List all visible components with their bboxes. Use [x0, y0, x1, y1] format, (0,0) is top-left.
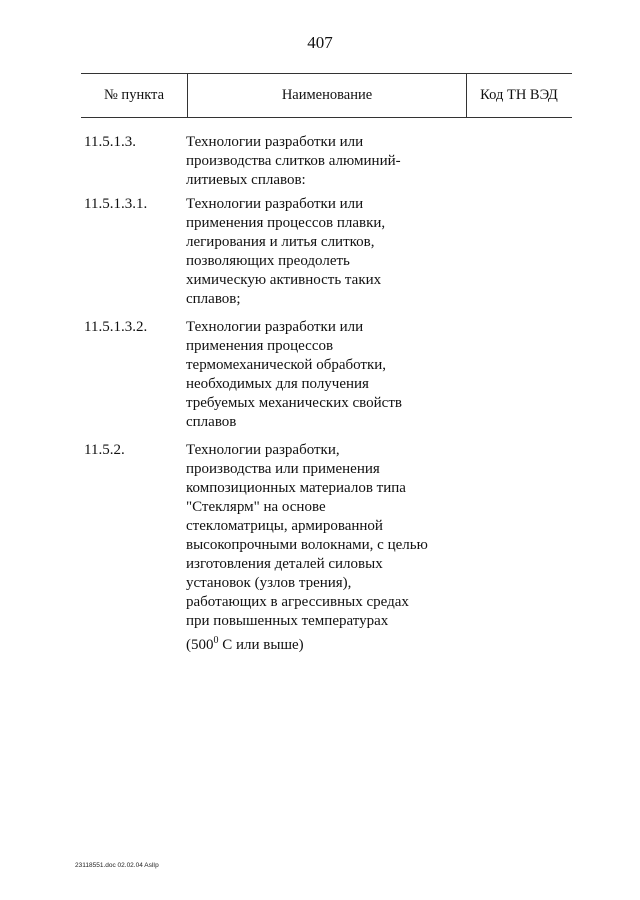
- table-header: [81, 73, 572, 118]
- item-name-line: применения процессов плавки,: [186, 215, 386, 231]
- degree-superscript: 0: [213, 635, 219, 646]
- item-name-line: высокопрочными волокнами, с целью: [186, 537, 428, 553]
- temperature-suffix: С или выше): [218, 637, 304, 653]
- header-name: Наименование: [187, 74, 467, 117]
- item-number: 11.5.1.3.: [84, 134, 136, 150]
- item-name-line: легирования и литья слитков,: [186, 234, 375, 250]
- header-tnved-code: Код ТН ВЭД: [480, 87, 558, 103]
- item-number: 11.5.1.3.2.: [84, 319, 148, 335]
- item-name-last-line: [186, 631, 476, 655]
- document-footer: 23118551.doc 02.02.04 AslIp: [75, 862, 159, 869]
- item-name-line: позволяющих преодолеть: [186, 253, 350, 269]
- item-name-line: применения процессов: [186, 338, 334, 354]
- item-number: 11.5.2.: [84, 442, 125, 458]
- item-name-line: требуемых механических свойств: [186, 395, 402, 411]
- item-name-line: установок (узлов трения),: [186, 575, 352, 591]
- temperature-prefix: (500: [186, 637, 214, 653]
- page-number: 407: [307, 33, 333, 52]
- item-number: 11.5.1.3.1.: [84, 196, 148, 212]
- item-name-line: необходимых для получения: [186, 376, 369, 392]
- item-name: [186, 441, 476, 655]
- item-name-line: литиевых сплавов:: [186, 172, 306, 188]
- item-name-line: химическую активность таких: [186, 272, 382, 288]
- item-name: [186, 133, 476, 190]
- item-name-line: термомеханической обработки,: [186, 357, 387, 373]
- header-item-number: № пункта: [103, 87, 165, 103]
- item-name-line: композиционных материалов типа: [186, 480, 406, 496]
- item-name-line: "Стеклярм" на основе: [186, 499, 326, 515]
- item-name-line: Технологии разработки или: [186, 134, 364, 150]
- item-name-line: при повышенных температурах: [186, 613, 389, 629]
- item-name-line: производства слитков алюминий-: [186, 153, 401, 169]
- item-name: [186, 195, 476, 309]
- item-name-line: Технологии разработки,: [186, 442, 340, 458]
- item-name-line: сплавов: [186, 414, 237, 430]
- item-name: [186, 318, 476, 432]
- item-name-line: Технологии разработки или: [186, 319, 364, 335]
- item-name-line: сплавов;: [186, 291, 241, 307]
- item-name-line: стекломатрицы, армированной: [186, 518, 383, 534]
- item-name-line: производства или применения: [186, 461, 380, 477]
- item-name-line: работающих в агрессивных средах: [186, 594, 409, 610]
- item-name-line: изготовления деталей силовых: [186, 556, 383, 572]
- item-name-line: Технологии разработки или: [186, 196, 364, 212]
